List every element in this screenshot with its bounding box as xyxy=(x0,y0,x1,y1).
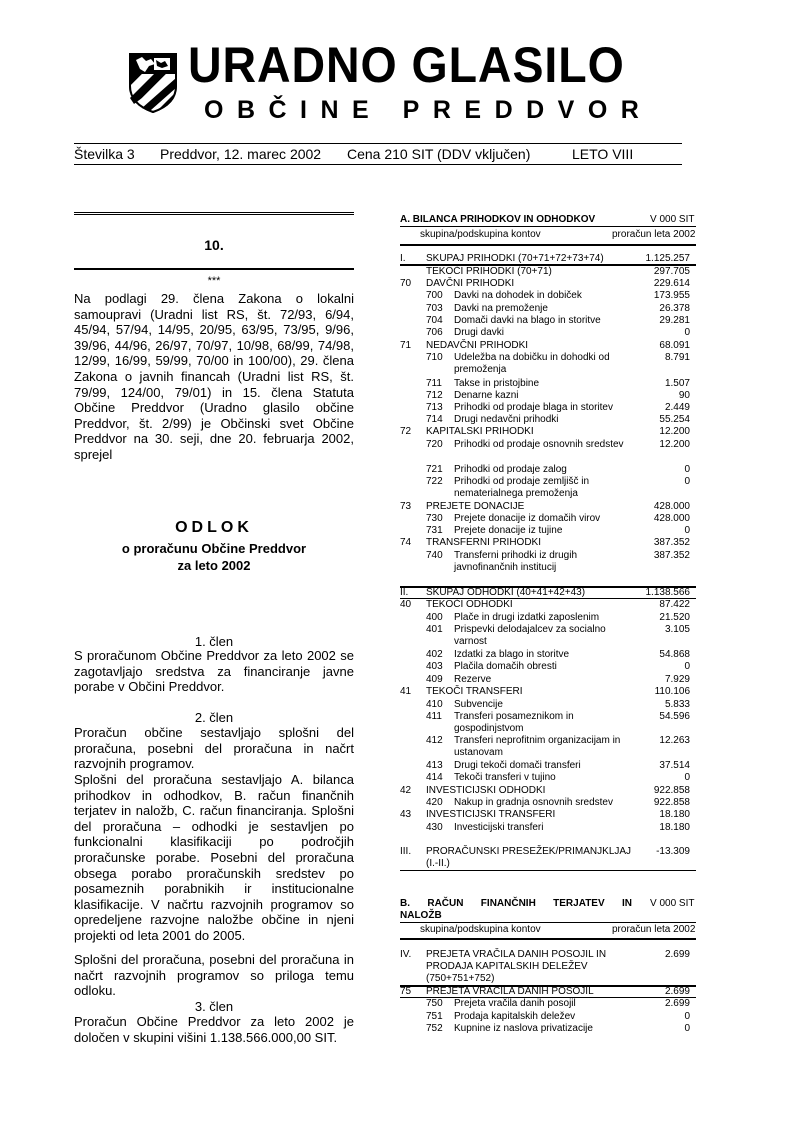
row-value: 0 xyxy=(684,327,690,338)
row-code: 41 xyxy=(400,686,412,697)
article-3-text: Proračun Občine Preddvor za leto 2002 je določen v skupini višini 1.138.566.000,00 SIT. xyxy=(74,1014,354,1045)
row-name: PREJETA VRAČILA DANIH POSOJIL IN PRODAJA KAPITALSKIH DELEŽEV (750+751+752) xyxy=(426,949,607,984)
row-name: Izdatki za blago in storitve xyxy=(454,649,570,660)
row-name: SKUPAJ ODHODKI (40+41+42+43) xyxy=(426,587,586,598)
row-value: 229.614 xyxy=(653,278,690,289)
table-b-col-budget: proračun leta 2002 xyxy=(612,924,696,935)
row-value: 54.868 xyxy=(659,649,690,660)
row-subcode: 713 xyxy=(426,402,443,413)
row-subcode: 704 xyxy=(426,315,443,326)
row-value: 297.705 xyxy=(653,266,690,277)
row-subcode: 730 xyxy=(426,513,443,524)
row-subcode: 700 xyxy=(426,290,443,301)
row-value: 21.520 xyxy=(659,612,690,623)
row-value: 37.514 xyxy=(659,760,690,771)
row-name: TRANSFERNI PRIHODKI xyxy=(426,537,542,548)
row-name: SKUPAJ PRIHODKI (70+71+72+73+74) xyxy=(426,253,604,264)
row-value: 12.200 xyxy=(659,439,690,450)
row-value: 87.422 xyxy=(659,599,690,610)
row-name: Davki na premoženje xyxy=(454,303,548,314)
row-subcode: 409 xyxy=(426,674,443,685)
row-value: 2.449 xyxy=(664,402,690,413)
divider xyxy=(400,586,696,588)
preamble-text: Na podlagi 29. člena Zakona o lokalni samoupravi (Uradni list RS, št. 72/93, 6/94, 45/94, 57/94, 14/95, 20/95, 63/95, 73/95, 9/96, 39/96, 44/96, 26/97, 70/97, 10/98, 68/99, 74/98, 12/99, 16/99, 59/99, 70/00 in 100/00), 29. člena Zakona o javnih financah (Uradni list RS, št. 79/99, 124/00, 79/01) in 15. člena Statuta Občine Preddvor (Uradno glasilo občine Preddvor, št. 2/99) je Občinski svet Občine Preddvor na 30. seji, dne 20. februarja 2002, sprejel xyxy=(74,291,354,462)
divider xyxy=(400,870,696,871)
row-value: 0 xyxy=(684,525,690,536)
row-name: Udeležba na dobičku in dohodki od premoženja xyxy=(454,352,610,375)
row-subcode: 751 xyxy=(426,1011,443,1022)
row-code: 71 xyxy=(400,340,412,351)
row-name: Prispevki delodajalcev za socialno varnost xyxy=(454,624,606,647)
row-name: Prejeta vračila danih posojil xyxy=(454,998,576,1009)
article-2-paragraph-2: Splošni del proračuna sestavljajo A. bilanca prihodkov in odhodkov, B. račun finančnih terjatev in naložb, C. račun financiranja. Splošni del proračuna – odhodki je sestavljen po funkcionalni klasifikaciji po področjih proračunske porabe. Posebni del proračuna obsega porabo proračunskih sredstev po posameznih porabnikih ir institucionalne klasifikacije. V načrtu razvojnih programov so opredeljene razvojne naložbe občine in njeni projekti od leta 2001 do 2005. xyxy=(74,772,354,943)
row-name: Transferi posameznikom in gospodinjstvom xyxy=(454,711,574,734)
row-name: TEKOČI PRIHODKI (70+71) xyxy=(426,266,552,277)
row-value: 0 xyxy=(684,772,690,783)
row-subcode: 402 xyxy=(426,649,443,660)
row-name: KAPITALSKI PRIHODKI xyxy=(426,426,534,437)
row-name: Prihodki od prodaje zalog xyxy=(454,464,567,475)
row-name: PREJETE DONACIJE xyxy=(426,501,525,512)
masthead-title: URADNO GLASILO xyxy=(188,37,625,93)
row-value: 0 xyxy=(684,1011,690,1022)
row-name: Prihodki od prodaje blaga in storitev xyxy=(454,402,613,413)
row-code: 43 xyxy=(400,809,412,820)
row-name: Domači davki na blago in storitve xyxy=(454,315,601,326)
row-subcode: 711 xyxy=(426,378,442,389)
row-value: 922.858 xyxy=(653,797,690,808)
row-value: 0 xyxy=(684,476,690,487)
row-name: Subvencije xyxy=(454,699,503,710)
divider xyxy=(400,598,696,599)
row-subcode: 400 xyxy=(426,612,443,623)
row-code: III. xyxy=(400,846,412,857)
row-name: NEDAVČNI PRIHODKI xyxy=(426,340,529,351)
row-code: 42 xyxy=(400,785,412,796)
row-value: 29.281 xyxy=(659,315,690,326)
row-subcode: 712 xyxy=(426,390,443,401)
divider xyxy=(400,938,696,940)
row-name: Kupnine iz naslova privatizacije xyxy=(454,1023,593,1034)
masthead-subtitle: OBČINE PREDDVOR xyxy=(204,96,653,124)
row-name: Transferni prihodki iz drugih javnofinančnih institucij xyxy=(454,550,578,573)
row-name: INVESTICIJSKI TRANSFERI xyxy=(426,809,556,820)
row-name: Prejete donacije iz tujine xyxy=(454,525,563,536)
issue-number: Številka 3 xyxy=(74,146,135,162)
row-value: 5.833 xyxy=(664,699,690,710)
row-name: Davki na dohodek in dobiček xyxy=(454,290,582,301)
coat-of-arms-icon xyxy=(128,52,178,114)
table-b-title: B. RAČUN FINANČNIH TERJATEV IN NALOŽB xyxy=(400,898,632,921)
divider xyxy=(74,268,354,270)
row-subcode: 703 xyxy=(426,303,443,314)
row-name: Takse in pristojbine xyxy=(454,378,540,389)
table-a-col-account: skupina/podskupina kontov xyxy=(420,229,541,240)
row-name: Nakup in gradnja osnovnih sredstev xyxy=(454,797,613,808)
row-subcode: 420 xyxy=(426,797,443,808)
divider xyxy=(74,212,354,215)
row-subcode: 401 xyxy=(426,624,443,635)
issue-year: LETO VIII xyxy=(572,146,634,162)
row-value: 1.125.257 xyxy=(645,253,690,264)
row-code: 73 xyxy=(400,501,412,512)
divider xyxy=(400,997,696,998)
row-name: Prejete donacije iz domačih virov xyxy=(454,513,601,524)
divider xyxy=(400,922,696,923)
issue-line xyxy=(74,143,682,165)
row-subcode: 750 xyxy=(426,998,443,1009)
row-value: 173.955 xyxy=(653,290,690,301)
divider xyxy=(400,226,696,227)
row-subcode: 413 xyxy=(426,760,443,771)
row-value: 18.180 xyxy=(659,822,690,833)
row-value: 90 xyxy=(678,390,690,401)
row-subcode: 710 xyxy=(426,352,443,363)
row-value: 1.507 xyxy=(664,378,690,389)
row-code: I. xyxy=(400,253,406,264)
row-value: -13.309 xyxy=(656,846,690,857)
row-subcode: 721 xyxy=(426,464,443,475)
row-value: 55.254 xyxy=(659,414,690,425)
row-name: Denarne kazni xyxy=(454,390,519,401)
row-name: PRORAČUNSKI PRESEŽEK/PRIMANJKLJAJ (I.-II.) xyxy=(426,846,632,869)
row-name: PREJETA VRAČILA DANIH POSOJIL xyxy=(426,986,594,997)
row-code: 75 xyxy=(400,986,412,997)
row-value: 2.699 xyxy=(664,986,690,997)
row-value: 387.352 xyxy=(653,537,690,548)
divider xyxy=(400,244,696,246)
row-subcode: 714 xyxy=(426,414,443,425)
table-a-title: A. BILANCA PRIHODKOV IN ODHODKOV xyxy=(400,214,596,225)
row-name: Transferi neprofitnim organizacijam in ustanovam xyxy=(454,735,621,758)
row-value: 18.180 xyxy=(659,809,690,820)
row-code: 70 xyxy=(400,278,412,289)
row-subcode: 752 xyxy=(426,1023,443,1034)
row-value: 1.138.566 xyxy=(645,587,690,598)
article-1-text: S proračunom Občine Preddvor za leto 2002 se zagotavljajo sredstva za financiranje javne porabe v Občini Preddvor. xyxy=(74,648,354,695)
row-code: 72 xyxy=(400,426,412,437)
row-name: Prihodki od prodaje zemljišč in nematerialnega premoženja xyxy=(454,476,590,499)
row-subcode: 731 xyxy=(426,525,443,536)
row-value: 3.105 xyxy=(664,624,690,635)
row-subcode: 412 xyxy=(426,735,443,746)
row-value: 428.000 xyxy=(653,501,690,512)
row-value: 110.106 xyxy=(654,686,690,697)
decree-subtitle-year: za leto 2002 xyxy=(177,558,251,573)
row-code: 74 xyxy=(400,537,412,548)
table-a-col-budget: proračun leta 2002 xyxy=(612,229,696,240)
row-name: TEKOČI ODHODKI xyxy=(426,599,513,610)
row-subcode: 410 xyxy=(426,699,443,710)
article-1-heading: 1. člen xyxy=(194,634,234,649)
article-2-paragraph-1: Proračun občine sestavljajo splošni del proračuna, posebni del proračuna in načrt razvojnih programov. xyxy=(74,725,354,772)
row-value: 26.378 xyxy=(659,303,690,314)
row-name: TEKOČI TRANSFERI xyxy=(426,686,523,697)
decree-subtitle: o proračunu Občine Preddvor xyxy=(121,541,307,556)
row-value: 2.699 xyxy=(664,998,690,1009)
row-subcode: 403 xyxy=(426,661,443,672)
row-name: Prodaja kapitalskih deležev xyxy=(454,1011,576,1022)
row-value: 54.596 xyxy=(659,711,690,722)
row-subcode: 414 xyxy=(426,772,443,783)
row-value: 0 xyxy=(684,661,690,672)
table-a-unit: V 000 SIT xyxy=(650,214,695,225)
row-name: Drugi tekoči domači transferi xyxy=(454,760,581,771)
row-subcode: 722 xyxy=(426,476,443,487)
row-subcode: 430 xyxy=(426,822,443,833)
row-name: Rezerve xyxy=(454,674,492,685)
row-value: 8.791 xyxy=(664,352,690,363)
article-2-paragraph-3: Splošni del proračuna, posebni del proračuna in načrt razvojnih programov so priloga temu odloku. xyxy=(74,952,354,999)
row-value: 2.699 xyxy=(664,949,690,960)
row-subcode: 720 xyxy=(426,439,443,450)
decree-title: ODLOK xyxy=(175,519,253,536)
row-value: 12.200 xyxy=(659,426,690,437)
row-value: 0 xyxy=(684,464,690,475)
divider xyxy=(400,985,696,987)
row-value: 387.352 xyxy=(653,550,690,561)
row-subcode: 706 xyxy=(426,327,443,338)
divider xyxy=(400,264,696,266)
row-value: 12.263 xyxy=(659,735,690,746)
separator-stars: *** xyxy=(207,275,221,287)
table-b-col-account: skupina/podskupina kontov xyxy=(420,924,541,935)
article-2-heading: 2. člen xyxy=(194,710,234,725)
row-value: 68.091 xyxy=(659,340,690,351)
row-name: Plačila domačih obresti xyxy=(454,661,557,672)
row-value: 7.929 xyxy=(664,674,690,685)
row-name: Plače in drugi izdatki zaposlenim xyxy=(454,612,600,623)
row-subcode: 411 xyxy=(426,711,442,722)
row-code: 40 xyxy=(400,599,412,610)
issue-price: Cena 210 SIT (DDV vključen) xyxy=(347,146,531,162)
row-value: 922.858 xyxy=(653,785,690,796)
row-name: INVESTICIJSKI ODHODKI xyxy=(426,785,546,796)
row-code: II. xyxy=(400,587,409,598)
article-3-heading: 3. člen xyxy=(194,999,234,1014)
row-subcode: 740 xyxy=(426,550,443,561)
document-number: 10. xyxy=(204,237,224,253)
row-name: Investicijski transferi xyxy=(454,822,544,833)
issue-place-date: Preddvor, 12. marec 2002 xyxy=(160,146,322,162)
row-name: Drugi nedavčni prihodki xyxy=(454,414,559,425)
row-value: 428.000 xyxy=(653,513,690,524)
row-value: 0 xyxy=(684,1023,690,1034)
row-name: Drugi davki xyxy=(454,327,505,338)
table-b-unit: V 000 SIT xyxy=(650,898,695,909)
row-name: DAVČNI PRIHODKI xyxy=(426,278,515,289)
row-name: Tekoči transferi v tujino xyxy=(454,772,556,783)
row-name: Prihodki od prodaje osnovnih sredstev xyxy=(454,439,624,450)
row-code: IV. xyxy=(400,949,412,960)
